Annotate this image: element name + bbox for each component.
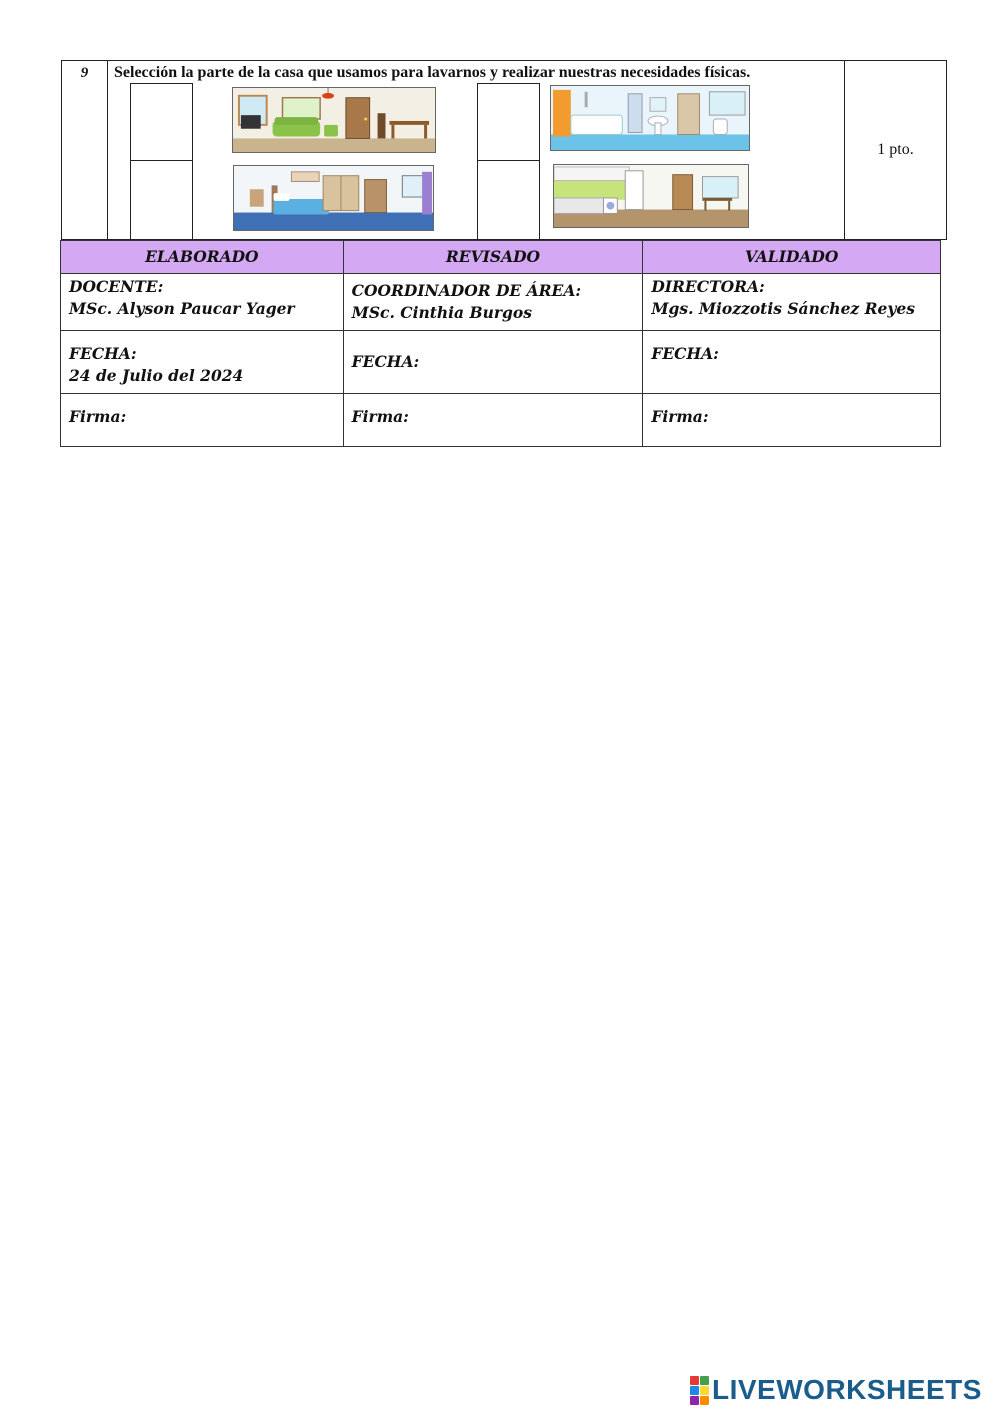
coordinador-name: MSc. Cinthia Burgos bbox=[351, 303, 532, 322]
directora-cell bbox=[643, 274, 941, 331]
directora-name: Mgs. Miozzotis Sánchez Reyes bbox=[651, 299, 915, 318]
coordinador-label: COORDINADOR DE ÁREA: bbox=[351, 281, 582, 300]
question-number: 9 bbox=[62, 61, 108, 239]
docente-cell bbox=[61, 274, 344, 331]
fecha-label-2: FECHA: bbox=[351, 352, 420, 371]
fecha-label-1: FECHA: bbox=[69, 344, 137, 363]
signature-table bbox=[60, 240, 941, 447]
header-revisado: REVISADO bbox=[343, 241, 643, 274]
answer-box-bedroom[interactable] bbox=[130, 160, 193, 240]
docente-label: DOCENTE: bbox=[69, 277, 164, 296]
liveworksheets-logo bbox=[690, 1374, 982, 1406]
living-room-image bbox=[232, 87, 436, 153]
answer-box-bathroom[interactable] bbox=[477, 83, 540, 161]
fecha-cell-3 bbox=[643, 331, 941, 394]
answer-box-living-room[interactable] bbox=[130, 83, 193, 161]
firma-cell-2 bbox=[343, 394, 643, 447]
header-elaborado: ELABORADO bbox=[61, 241, 344, 274]
bathroom-image bbox=[550, 85, 750, 151]
directora-label: DIRECTORA: bbox=[651, 277, 765, 296]
firma-label-2: Firma: bbox=[351, 407, 409, 426]
question-body bbox=[108, 61, 845, 239]
header-validado: VALIDADO bbox=[643, 241, 941, 274]
answer-box-kitchen[interactable] bbox=[477, 160, 540, 240]
question-table bbox=[61, 60, 947, 240]
fecha-cell-1 bbox=[61, 331, 344, 394]
roles-row bbox=[61, 274, 941, 331]
firma-row bbox=[61, 394, 941, 447]
firma-label-1: Firma: bbox=[69, 407, 127, 426]
firma-cell-1 bbox=[61, 394, 344, 447]
firma-cell-3 bbox=[643, 394, 941, 447]
liveworksheets-logo-text: LIVEWORKSHEETS bbox=[712, 1374, 982, 1405]
signature-header-row bbox=[61, 241, 941, 274]
firma-label-3: Firma: bbox=[651, 407, 709, 426]
question-text: Selección la parte de la casa que usamos para lavarnos y realizar nuestras necesidades físicas. bbox=[114, 64, 751, 81]
bedroom-image bbox=[233, 165, 434, 231]
dates-row bbox=[61, 331, 941, 394]
fecha-label-3: FECHA: bbox=[651, 344, 719, 363]
liveworksheets-logo-icon bbox=[690, 1376, 709, 1405]
fecha-cell-2 bbox=[343, 331, 643, 394]
fecha-value-1: 24 de Julio del 2024 bbox=[69, 366, 244, 385]
kitchen-image bbox=[553, 164, 749, 228]
question-points: 1 pto. bbox=[844, 61, 946, 239]
coordinador-cell bbox=[343, 274, 643, 331]
docente-name: MSc. Alyson Paucar Yager bbox=[69, 299, 295, 318]
